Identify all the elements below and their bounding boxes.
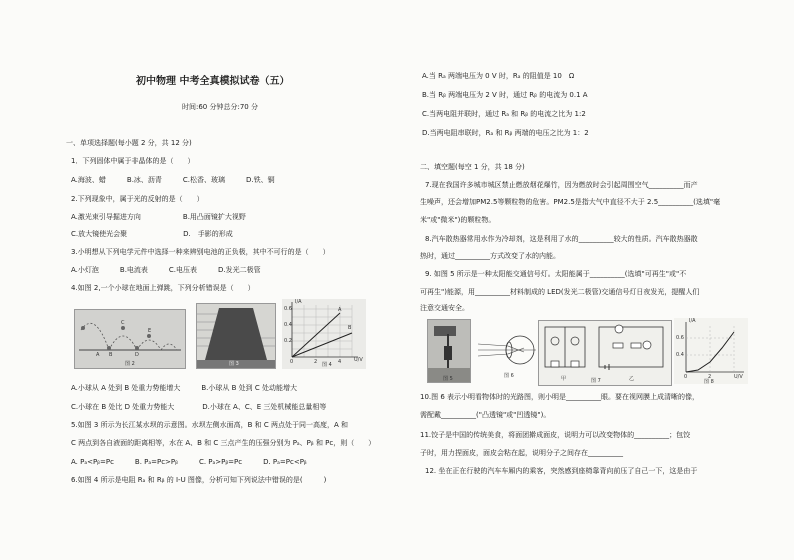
tick-label: 4 (338, 359, 342, 365)
figure-caption: 图 8 (704, 379, 714, 385)
section-title: 一、单项选择题(每小题 2 分，共 12 分) (66, 139, 192, 147)
question-line: 10.图 6 表示小明看物体时的光路图，则小明是__________眼。要在视网膜上成清晰的像， (420, 393, 700, 401)
figure-caption: 图 3 (229, 361, 239, 367)
question-line: 5.如图 3 所示为长江某水坝的示意图。水坝左侧水面高，B 和 C 两点处于同一高度，A 和 (71, 421, 348, 429)
tick-label: 0.2 (284, 338, 292, 344)
question-line: 4.如图 2,一个小球在地面上弹跳，下列分析错误是（ ） (71, 284, 255, 292)
tick-label: 0 (684, 374, 688, 380)
question-options: A.当 Rₐ 两端电压为 0 V 时，Rₐ 的阻值是 10 Ω (422, 72, 575, 80)
tick-label: 2 (708, 374, 712, 380)
figure-6-eye-diagram (478, 322, 540, 380)
axis-label: I/A (689, 318, 696, 324)
question-line: 热时，通过__________方式改变了水的内能。 (420, 252, 560, 260)
question-options: A.激光束引导掘进方向 B.用凸面镜扩大视野 (71, 213, 246, 221)
tick-label: 0 (290, 359, 294, 365)
question-line: 子时，用力捏面皮，面皮会粘在起，说明分子之间存在__________ (420, 449, 623, 457)
question-options: C.当两电阻并联时，通过 Rₐ 和 Rᵦ 的电流之比为 1:2 (422, 110, 586, 118)
tick-label: 2 (314, 359, 318, 365)
figure-caption: 图 5 (443, 376, 453, 382)
question-line: 2.下列现象中，属于光的反射的是（ ） (71, 195, 204, 203)
question-line: 生噪声，还会增加PM2.5等颗粒物的危害。PM2.5是指大气中直径不大于 2.5__________(选填"毫 (420, 198, 721, 206)
question-line: 7.现在我国许多城市城区禁止燃放烟花爆竹，因为燃放时会引起周围空气__________而产 (425, 181, 698, 189)
exam-title: 初中物理 中考全真模拟试卷（五） (136, 76, 290, 87)
figure-2-bouncing-ball (74, 309, 186, 369)
exam-time: 时间:60 分钟总分:70 分 (182, 103, 258, 111)
figure-label: B (109, 352, 113, 358)
line-label: B (348, 325, 352, 331)
question-line: 6.如图 4 所示是电阻 Rₐ 和 Rᵦ 的 I-U 图像，分析可知下列说法中错误的是( ) (71, 476, 327, 484)
question-line: 可再生")能源，用__________材料制成的 LED(发光二极管)交通信号灯日夜发光，提醒人们 (420, 288, 700, 296)
question-line: 11.饺子是中国的传统美食，将面团擀成面皮，说明力可以改变物体的__________；包饺 (420, 431, 691, 439)
figure-caption: 图 2 (125, 361, 135, 367)
figure-label: D (135, 352, 139, 358)
figure-7-circuits (538, 320, 672, 386)
figure-label: C (121, 320, 125, 326)
question-options: A.小灯泡 B.电流表 C.电压表 D.发光二极管 (71, 266, 261, 274)
question-line: 3.小明想从下列电学元件中选择一种来辨别电池的正负极，其中不可行的是（ ） (71, 248, 330, 256)
tick-label: 0.4 (284, 322, 292, 328)
question-line: 米"或"微米")的颗粒物。 (420, 216, 496, 224)
line-label: A (338, 307, 342, 313)
figure-label: E (148, 328, 152, 334)
question-options: B.当 Rᵦ 两端电压为 2 V 时，通过 Rᵦ 的电流为 0.1 A (422, 91, 588, 99)
figure-label: A (96, 352, 100, 358)
question-options: A. Pₐ<Pᵦ=Pᴄ B. Pₐ=Pᴄ>Pᵦ C. Pₐ>Pᵦ=Pᴄ D. Pₐ=Pᴄ<Pᵦ (71, 458, 307, 466)
figure-caption: 图 6 (504, 373, 514, 379)
figure-label: 乙 (629, 376, 635, 382)
question-line: 注意交通安全。 (420, 304, 469, 312)
question-options: A.小球从 A 处到 B 处重力势能增大 B.小球从 B 处到 C 处动能增大 (71, 384, 297, 392)
tick-label: 0.6 (676, 335, 684, 341)
figure-3-dam (196, 303, 276, 369)
figure-caption: 图 7 (591, 378, 601, 384)
figure-caption: 图 4 (322, 362, 332, 368)
question-line: 12. 坐在正在行驶的汽车车厢内的乘客，突然感到座椅靠背向前压了自己一下，这是由于 (425, 467, 698, 475)
figure-label: 甲 (561, 376, 567, 382)
question-line: C 两点到各自液面的距离相等，水在 A、B 和 C 三点产生的压强分别为 Pₐ、Pᵦ 和 Pᴄ，则（ ） (71, 439, 376, 447)
axis-label: U/V (734, 374, 743, 380)
figure-8-iu-graph (674, 318, 748, 384)
question-line: 8.汽车散热器常用水作为冷却剂，这是利用了水的__________较大的性质。汽车散热器散 (425, 235, 698, 243)
question-line: 需配戴__________("凸透镜"或"凹透镜")。 (420, 411, 551, 419)
tick-label: 0.4 (676, 352, 684, 358)
question-line: 9. 如图 5 所示是一种太阳能交通信号灯。太阳能属于__________(选填"可再生"或"不 (425, 270, 687, 278)
figure-4-iu-graph (282, 299, 366, 369)
question-options: A.海波、蜡 B.冰、沥青 C.松香、玻璃 D.铁、铜 (71, 176, 275, 184)
tick-label: 0.6 (284, 306, 292, 312)
question-options: C.小球在 B 处比 D 处重力势能大 D.小球在 A、C、E 三处机械能总量相等 (71, 403, 327, 411)
question-options: D.当两电阻串联时，Rₐ 和 Rᵦ 两端的电压之比为 1：2 (422, 129, 589, 137)
section-title: 二、填空题(每空 1 分，共 18 分) (420, 163, 525, 171)
axis-label: I/A (295, 299, 302, 305)
figure-5-solar-traffic-light (427, 319, 471, 383)
question-line: 1．下列固体中属于非晶体的是（ ） (71, 157, 195, 165)
axis-label: U/V (354, 357, 363, 363)
question-options: C.放大镜使光会聚 D. 手影的形成 (71, 230, 233, 238)
